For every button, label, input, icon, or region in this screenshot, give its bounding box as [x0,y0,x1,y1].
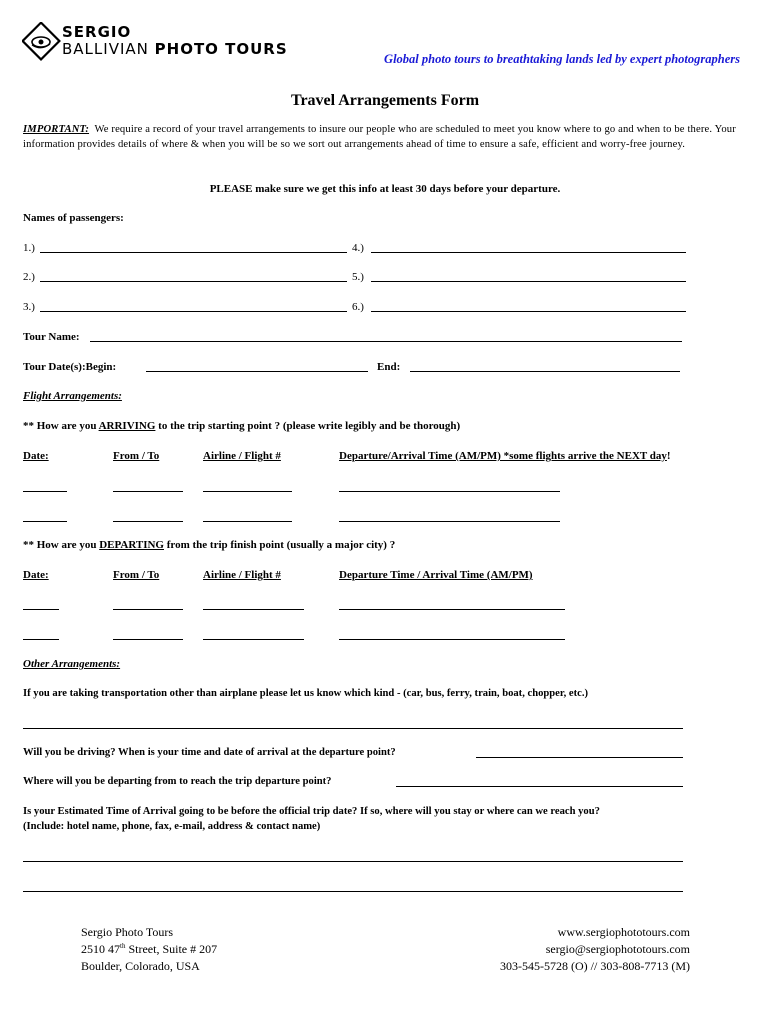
departure-from-to-header: From / To [113,569,160,581]
arrival-time-header: Departure/Arrival Time (AM/PM) *some flights arrive the NEXT day! [339,450,671,462]
footer-website-link[interactable]: www.sergiophototours.com [557,925,690,939]
arrival-airline-field[interactable] [203,491,292,492]
passenger-5-field[interactable] [371,281,686,282]
departure-time-header: Departure Time / Arrival Time (AM/PM) [339,569,533,581]
departure-from-to-field[interactable] [113,609,183,610]
departure-airline-header: Airline / Flight # [203,569,281,581]
departure-time-field[interactable] [339,639,565,640]
tour-end-label: End: [377,361,401,373]
eta-question: Is your Estimated Time of Arrival going to be before the official trip date? If so, where will you stay or where can we reach you? [23,806,600,817]
passenger-number: 2.) [23,271,35,283]
driving-answer-field[interactable] [476,757,683,758]
intro-paragraph [23,122,750,152]
passenger-2-field[interactable] [40,281,347,282]
transport-question: If you are taking transportation other than airplane please let us know which kind - (car, bus, ferry, train, boat, chopper, etc.) [23,688,589,699]
passenger-1-field[interactable] [40,252,347,253]
arrival-date-header: Date: [23,450,49,462]
arrival-from-to-field[interactable] [113,521,183,522]
important-label: IMPORTANT: [23,124,90,135]
passenger-number: 3.) [23,301,35,313]
arrival-time-field[interactable] [339,521,560,522]
flight-section-heading: Flight Arrangements: [23,390,122,402]
eta-answer-field-1[interactable] [23,861,683,862]
footer-phones: 303-545-5728 (O) // 303-808-7713 (M) [500,959,690,973]
driving-question: Will you be driving? When is your time and date of arrival at the departure point? [23,747,396,758]
logo-name-line1: SERGIO [62,23,132,41]
important-text: We require a record of your travel arrangements to insure our people who are scheduled to meet you know where to go and when to be there. Your information provides details of where & when you will be so we sort out arrangements ahead of time to ensure a safe, efficient and worry-free journey. [23,124,736,150]
tour-begin-date-field[interactable] [146,371,368,372]
departure-date-field[interactable] [23,609,59,610]
arrival-airline-header: Airline / Flight # [203,450,281,462]
page-title: Travel Arrangements Form [290,92,480,109]
eta-include-note: (Include: hotel name, phone, fax, e-mail, address & contact name) [23,821,321,832]
passenger-number: 4.) [352,242,364,254]
arrival-date-field[interactable] [23,521,67,522]
passenger-6-field[interactable] [371,311,686,312]
footer-city: Boulder, Colorado, USA [81,959,200,973]
departure-from-to-field[interactable] [113,639,183,640]
logo-name-line2: BALLIVIAN PHOTO TOURS [62,40,288,58]
arrival-date-field[interactable] [23,491,67,492]
departure-airline-field[interactable] [203,609,304,610]
tour-end-date-field[interactable] [410,371,680,372]
departure-date-field[interactable] [23,639,59,640]
passengers-label: Names of passengers: [23,212,124,224]
deadline-note: PLEASE make sure we get this info at least 30 days before your departure. [209,183,561,195]
passenger-number: 5.) [352,271,364,283]
passenger-number: 1.) [23,242,35,254]
other-section-heading: Other Arrangements: [23,658,121,670]
passenger-number: 6.) [352,301,364,313]
footer-company: Sergio Photo Tours [81,925,174,939]
arrival-from-to-field[interactable] [113,491,183,492]
departure-date-header: Date: [23,569,49,581]
arrival-from-to-header: From / To [113,450,160,462]
tour-name-field[interactable] [90,341,682,342]
arriving-question: ** How are you ARRIVING to the trip starting point ? (please write legibly and be thorough) [23,420,461,432]
passenger-4-field[interactable] [371,252,686,253]
departing-question: ** How are you DEPARTING from the trip finish point (usually a major city) ? [23,539,396,551]
departure-time-field[interactable] [339,609,565,610]
company-logo [22,22,288,64]
arrival-time-field[interactable] [339,491,560,492]
footer-email-link[interactable]: sergio@sergiophototours.com [545,942,690,956]
tour-dates-label: Tour Date(s):Begin: [23,361,117,373]
tagline: Global photo tours to breathtaking lands led by expert photographers [384,52,740,66]
departing-from-answer-field[interactable] [396,786,683,787]
arrival-airline-field[interactable] [203,521,292,522]
departure-airline-field[interactable] [203,639,304,640]
passenger-3-field[interactable] [40,311,347,312]
departing-from-question: Where will you be departing from to reach the trip departure point? [23,776,332,787]
footer-address [81,924,217,975]
eta-answer-field-2[interactable] [23,891,683,892]
footer-contact [500,924,690,975]
transport-answer-field[interactable] [23,728,683,729]
footer-street: 2510 47th Street, Suite # 207 [81,942,218,956]
tour-name-label: Tour Name: [23,331,80,343]
camera-emblem-icon [22,22,62,62]
